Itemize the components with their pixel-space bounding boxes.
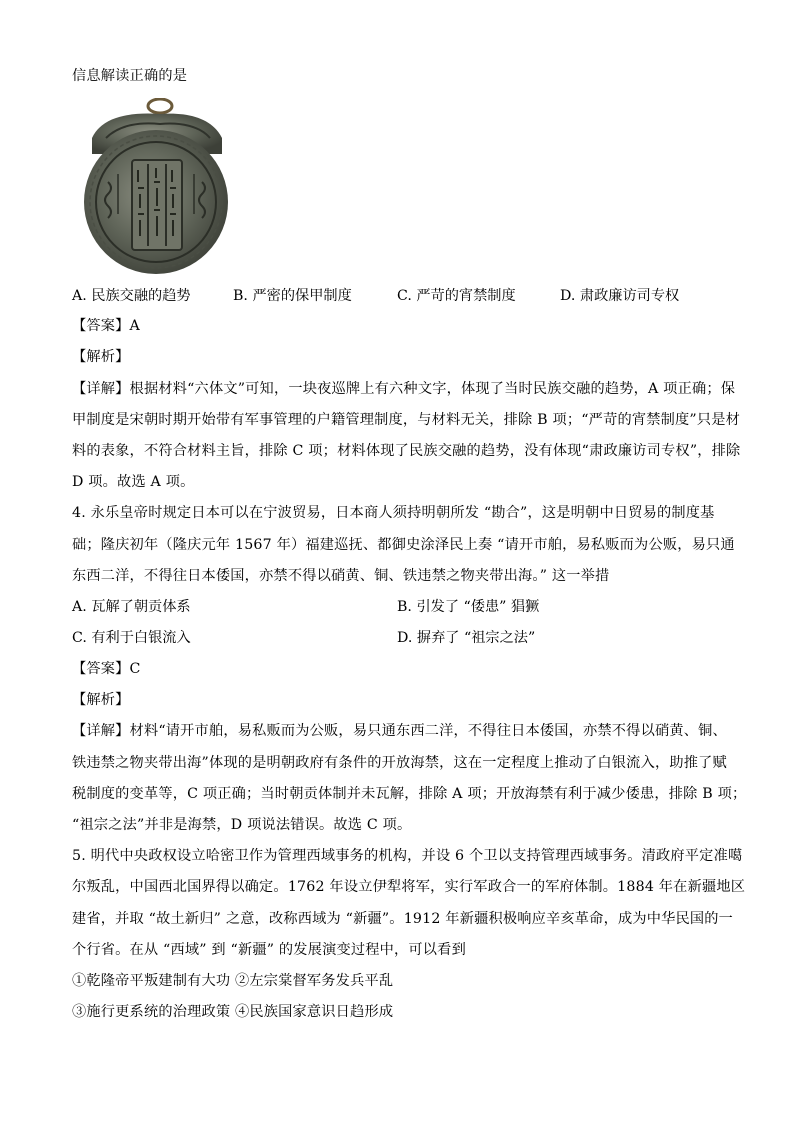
q5-stem-line: 个行省。在从 “西域” 到 “新疆” 的发展演变过程中，可以看到 xyxy=(72,942,466,958)
q4-stem-line: 东西二洋，不得往日本倭国，亦禁不得以硝黄、铜、铁违禁之物夹带出海。” 这一举措 xyxy=(72,568,610,584)
q3-detail-line: 【详解】根据材料“六体文”可知，一块夜巡牌上有六种文字，体现了当时民族交融的趋势，A 项正确；保 xyxy=(72,381,736,397)
q3-option-c: C. 严苛的宵禁制度 xyxy=(397,288,516,304)
q5-stem-line: 5. 明代中央政权设立哈密卫作为管理西域事务的机构，并设 6 个卫以支持管理西域事务。清政府平定准噶 xyxy=(72,848,743,864)
q4-detail-line: 税制度的变革等，C 项正确；当时朝贡体制并未瓦解，排除 A 项；开放海禁有利于减少倭患，排除 B 项； xyxy=(72,786,747,802)
q5-stem-line: 尔叛乱，中国西北国界得以确定。1762 年设立伊犁将军，实行军政合一的军府体制。1884 年在新疆地区 xyxy=(72,879,746,895)
q3-answer: 【答案】A xyxy=(72,318,140,334)
q4-option-c: C. 有利于白银流入 xyxy=(72,630,191,646)
q3-intro: 信息解读正确的是 xyxy=(72,68,188,84)
q3-analysis-label: 【解析】 xyxy=(72,349,130,365)
q5-choices-line: ①乾隆帝平叛建制有大功 ②左宗棠督军务发兵平乱 xyxy=(72,973,394,989)
q4-option-b: B. 引发了 “倭患” 猖獗 xyxy=(397,599,540,615)
q4-answer: 【答案】C xyxy=(72,661,141,677)
bronze-plaque-image xyxy=(72,98,232,274)
q3-detail-line: D 项。故选 A 项。 xyxy=(72,474,195,490)
q3-option-a: A. 民族交融的趋势 xyxy=(72,288,191,304)
q4-stem-line: 础；隆庆初年（隆庆元年 1567 年）福建巡抚、都御史涂泽民上奏 “请开市舶，易私贩而为公贩，易只通 xyxy=(72,537,735,553)
q3-detail-line: 甲制度是宋朝时期开始带有军事管理的户籍管理制度，与材料无关，排除 B 项；“严苛的宵禁制度”只是材 xyxy=(72,412,741,428)
q5-choices-line: ③施行更系统的治理政策 ④民族国家意识日趋形成 xyxy=(72,1004,394,1020)
q4-analysis-label: 【解析】 xyxy=(72,692,130,708)
q3-option-d: D. 肃政廉访司专权 xyxy=(560,288,680,304)
q4-stem-line: 4. 永乐皇帝时规定日本可以在宁波贸易，日本商人须持明朝所发 “勘合”，这是明朝中日贸易的制度基 xyxy=(72,505,715,521)
q5-stem-line: 建省，并取 “故土新归” 之意，改称西域为 “新疆”。1912 年新疆积极响应辛亥革命，成为中华民国的一 xyxy=(72,911,734,927)
q4-detail-line: “祖宗之法”并非是海禁，D 项说法错误。故选 C 项。 xyxy=(72,817,412,833)
q3-detail-line: 料的表象，不符合材料主旨，排除 C 项；材料体现了民族交融的趋势，没有体现“肃政廉访司专权”，排除 xyxy=(72,443,741,459)
q4-option-d: D. 摒弃了 “祖宗之法” xyxy=(397,630,536,646)
q4-detail-line: 【详解】材料“请开市舶，易私贩而为公贩，易只通东西二洋，不得往日本倭国，亦禁不得以硝黄、铜、 xyxy=(72,723,727,739)
q4-option-a: A. 瓦解了朝贡体系 xyxy=(72,599,191,615)
q4-detail-line: 铁违禁之物夹带出海”体现的是明朝政府有条件的开放海禁，这在一定程度上推动了白银流入，助推了赋 xyxy=(72,755,727,771)
q3-option-b: B. 严密的保甲制度 xyxy=(233,288,352,304)
